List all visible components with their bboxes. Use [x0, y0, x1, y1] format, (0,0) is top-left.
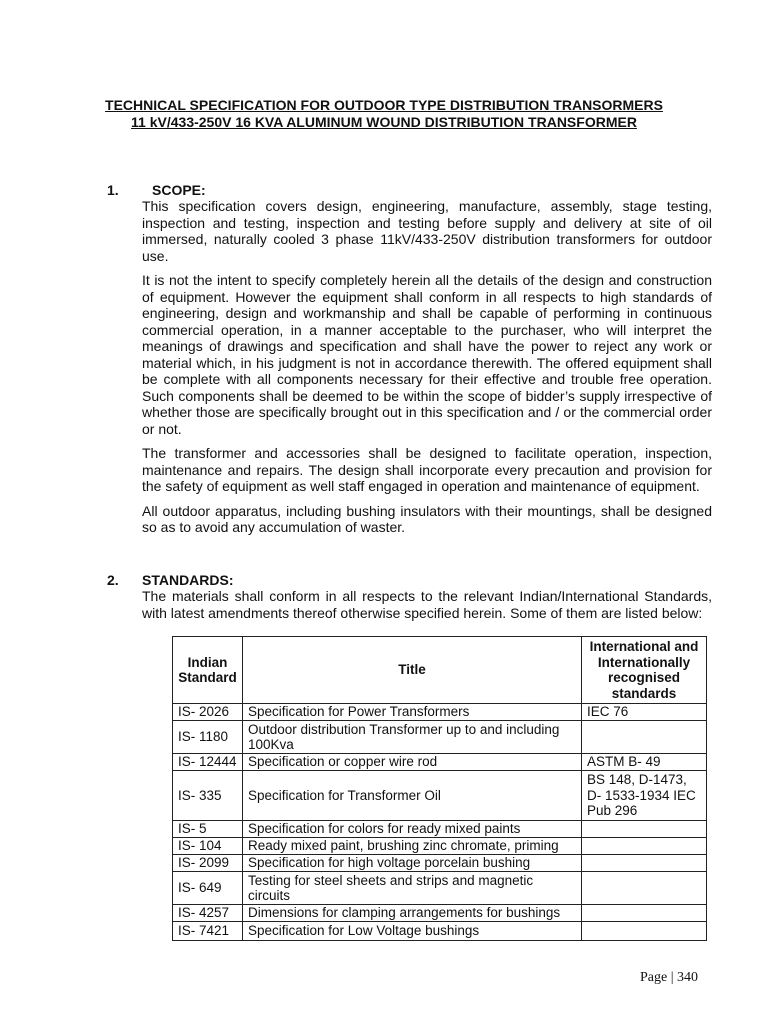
cell-title: Testing for steel sheets and strips and magnetic circuits: [243, 872, 582, 905]
cell-international: [582, 855, 707, 872]
standards-heading: STANDARDS:: [142, 572, 234, 588]
cell-title: Specification for high voltage porcelain bushing: [243, 855, 582, 872]
cell-title: Specification for Low Voltage bushings: [243, 922, 582, 941]
cell-international: [582, 838, 707, 855]
cell-indian-standard: IS- 649: [173, 872, 243, 905]
scope-section-number: 1.: [107, 182, 119, 198]
cell-indian-standard: IS- 1180: [173, 721, 243, 754]
cell-indian-standard: IS- 7421: [173, 922, 243, 941]
cell-indian-standard: IS- 104: [173, 838, 243, 855]
table-row: [173, 704, 707, 721]
scope-paragraph-3: The transformer and accessories shall be designed to facilitate operation, inspection, maintenance and repairs. The design shall incorporate every precaution and provision for the safety of equipment as well staff engaged in operation and maintenance of equipment.: [142, 445, 712, 494]
cell-title: Specification for Power Transformers: [243, 704, 582, 721]
cell-indian-standard: IS- 4257: [173, 905, 243, 922]
scope-paragraph-2: It is not the intent to specify completely herein all the details of the design and construction of equipment. However the equipment shall conform in all respects to high standards of engineering, design and workmanship and shall be capable of performing in continuous commercial operation, in a manner acceptable to the purchaser, who will interpret the meanings of drawings and specification and shall have the power to reject any work or material which, in his judgment is not in accordance therewith. The offered equipment shall be complete with all components necessary for their effective and trouble free operation. Such components shall be deemed to be within the scope of bidder’s supply irrespective of whether those are specifically brought out in this specification and / or the commercial order or not.: [142, 272, 712, 437]
scope-paragraph-1: This specification covers design, engineering, manufacture, assembly, stage testing, inspection and testing, inspection and testing before supply and delivery at site of oil immersed, naturally cooled 3 phase 11kV/433-250V distribution transformers for outdoor use.: [142, 198, 712, 264]
standards-section-number: 2.: [107, 572, 119, 588]
table-row: [173, 721, 707, 754]
cell-international: [582, 922, 707, 941]
cell-title: Specification for Transformer Oil: [243, 771, 582, 821]
cell-title: Ready mixed paint, brushing zinc chromate, priming: [243, 838, 582, 855]
standards-table: [172, 636, 707, 941]
cell-title: Specification for colors for ready mixed paints: [243, 821, 582, 838]
scope-paragraph-4: All outdoor apparatus, including bushing insulators with their mountings, shall be designed so as to avoid any accumulation of waster.: [142, 502, 712, 535]
table-row: [173, 872, 707, 905]
cell-international: ASTM B- 49: [582, 754, 707, 771]
table-row: [173, 821, 707, 838]
cell-indian-standard: IS- 2026: [173, 704, 243, 721]
cell-international: [582, 821, 707, 838]
cell-indian-standard: IS- 12444: [173, 754, 243, 771]
cell-international: IEC 76: [582, 704, 707, 721]
table-row: [173, 754, 707, 771]
table-row: [173, 855, 707, 872]
title-line-2: 11 kV/433-250V 16 KVA ALUMINUM WOUND DISTRIBUTION TRANSFORMER: [131, 114, 637, 130]
cell-title: Dimensions for clamping arrangements for bushings: [243, 905, 582, 922]
cell-title: Specification or copper wire rod: [243, 754, 582, 771]
cell-international: BS 148, D-1473, D- 1533-1934 IEC Pub 296: [582, 771, 707, 821]
table-row: [173, 922, 707, 941]
scope-body: [142, 198, 712, 536]
cell-indian-standard: IS- 2099: [173, 855, 243, 872]
standards-intro: The materials shall conform in all respects to the relevant Indian/International Standards, with latest amendments thereof otherwise specified herein. Some of them are listed below:: [142, 588, 712, 621]
cell-indian-standard: IS- 5: [173, 821, 243, 838]
title-line-1: TECHNICAL SPECIFICATION FOR OUTDOOR TYPE DISTRIBUTION TRANSORMERS: [105, 97, 663, 113]
document-title: [0, 97, 768, 131]
table-header-row: [173, 637, 707, 704]
cell-title: Outdoor distribution Transformer up to and including 100Kva: [243, 721, 582, 754]
table-row: [173, 905, 707, 922]
header-title: Title: [243, 637, 582, 704]
cell-indian-standard: IS- 335: [173, 771, 243, 821]
scope-heading: SCOPE:: [152, 182, 206, 198]
table-row: [173, 771, 707, 821]
cell-international: [582, 905, 707, 922]
table-row: [173, 838, 707, 855]
header-indian-standard: Indian Standard: [173, 637, 243, 704]
page-number: Page | 340: [640, 970, 699, 985]
header-international-standards: International and Internationally recognised standards: [582, 637, 707, 704]
cell-international: [582, 872, 707, 905]
cell-international: [582, 721, 707, 754]
